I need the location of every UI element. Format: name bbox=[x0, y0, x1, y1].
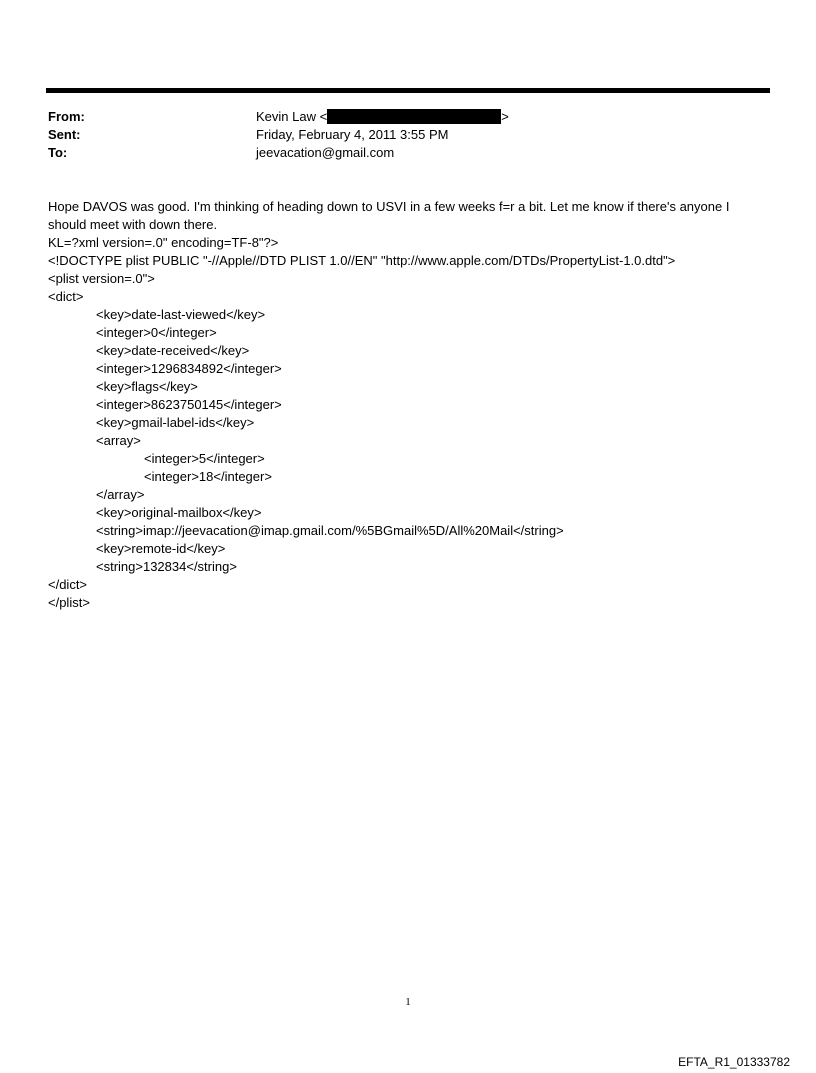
code-line: <!DOCTYPE plist PUBLIC "-//Apple//DTD PLIST 1.0//EN" "http://www.apple.com/DTDs/PropertyList-1.0.dtd"> bbox=[48, 253, 676, 268]
code-line: <dict> bbox=[48, 289, 84, 304]
code-line: <string>imap://jeevacation@imap.gmail.com/%5BGmail%5D/All%20Mail</string> bbox=[96, 523, 564, 538]
code-line: <integer>8623750145</integer> bbox=[96, 397, 282, 412]
code-line: <integer>18</integer> bbox=[144, 469, 272, 484]
code-line: <key>gmail-label-ids</key> bbox=[96, 415, 255, 430]
code-line: <key>remote-id</key> bbox=[96, 541, 226, 556]
code-line: </plist> bbox=[48, 595, 90, 610]
code-line: <string>132834</string> bbox=[96, 559, 237, 574]
code-line: </array> bbox=[96, 487, 145, 502]
page-number: 1 bbox=[405, 996, 411, 1008]
sent-row bbox=[48, 126, 768, 144]
code-line: <array> bbox=[96, 433, 141, 448]
to-value: jeevacation@gmail.com bbox=[256, 145, 395, 160]
to-row bbox=[48, 144, 768, 162]
message-text: Hope DAVOS was good. I'm thinking of heading down to USVI in a few weeks f=r a bit. Let me know if there's anyone I should meet with down there. bbox=[48, 199, 730, 232]
document-id: EFTA_R1_01333782 bbox=[678, 1055, 790, 1069]
code-line: </dict> bbox=[48, 577, 88, 592]
code-line: <plist version=.0"> bbox=[48, 271, 155, 286]
email-header bbox=[48, 108, 768, 162]
sent-value: Friday, February 4, 2011 3:55 PM bbox=[256, 127, 449, 142]
code-line: <integer>1296834892</integer> bbox=[96, 361, 282, 376]
from-value bbox=[256, 108, 509, 126]
code-line: <key>original-mailbox</key> bbox=[96, 505, 262, 520]
email-body bbox=[48, 198, 768, 612]
code-line: <integer>5</integer> bbox=[144, 451, 265, 466]
redaction-block bbox=[327, 109, 501, 124]
code-line: <key>date-last-viewed</key> bbox=[96, 307, 266, 322]
sent-label: Sent: bbox=[48, 127, 81, 142]
from-row bbox=[48, 108, 768, 126]
code-line: KL=?xml version=.0" encoding=TF-8"?> bbox=[48, 235, 279, 250]
header-rule bbox=[46, 88, 770, 93]
code-line: <key>date-received</key> bbox=[96, 343, 250, 358]
to-label: To: bbox=[48, 145, 68, 160]
code-line: <key>flags</key> bbox=[96, 379, 198, 394]
from-label: From: bbox=[48, 109, 85, 124]
from-name: Kevin Law < bbox=[256, 109, 328, 124]
code-line: <integer>0</integer> bbox=[96, 325, 217, 340]
from-close: > bbox=[501, 109, 509, 124]
